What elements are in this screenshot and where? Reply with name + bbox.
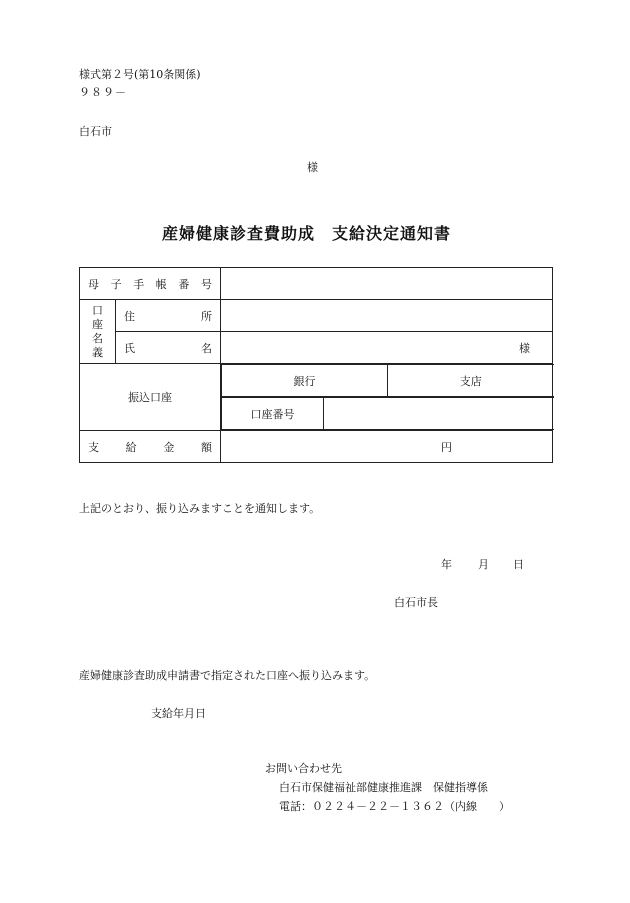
contact-phone: 電話：０２２４－２２－１３６２（内線 ） — [279, 800, 510, 813]
sender-city: 白石市 — [79, 125, 112, 138]
signer: 白石市長 — [394, 596, 438, 609]
address-value — [221, 300, 553, 332]
transfer-account-value — [221, 364, 553, 431]
contact-heading: お問い合わせ先 — [265, 762, 342, 775]
address-label: 住 所 — [116, 300, 221, 332]
branch-label: 支店 — [388, 365, 554, 397]
table-row — [80, 364, 553, 431]
postal-code: ９８９－ — [79, 86, 127, 99]
table-row — [80, 268, 553, 300]
bank-details — [221, 364, 554, 397]
table-row — [80, 300, 553, 332]
table-row — [80, 332, 553, 364]
date-day: 日 — [513, 558, 524, 571]
account-number-label: 口座番号 — [222, 398, 324, 430]
payment-date-label: 支給年月日 — [151, 707, 206, 720]
date-month: 月 — [478, 558, 489, 571]
account-number-value — [324, 398, 554, 430]
benefit-table — [79, 267, 553, 463]
contact-department: 白石市保健福祉部健康推進課 保健指導係 — [279, 781, 488, 794]
date-year: 年 — [441, 558, 452, 571]
boshi-techo-value — [221, 268, 553, 300]
table-row — [80, 431, 553, 463]
document-title: 産婦健康診査費助成 支給決定通知書 — [162, 224, 452, 243]
bank-label: 銀行 — [222, 365, 388, 397]
amount-label: 支 給 金 額 — [80, 431, 221, 463]
boshi-techo-label: 母 子 手 帳 番 号 — [80, 268, 221, 300]
addressee-suffix: 様 — [307, 161, 318, 174]
transfer-account-label: 振込口座 — [80, 364, 221, 431]
transfer-note: 産婦健康診査助成申請書で指定された口座へ振り込みます。 — [79, 669, 376, 682]
form-number: 様式第２号(第10条関係) — [79, 68, 201, 81]
name-value: 様 — [221, 332, 553, 364]
name-label: 氏 名 — [116, 332, 221, 364]
account-number-row — [221, 397, 554, 430]
account-holder-label: 口 座 名 義 — [80, 300, 116, 364]
notice-text: 上記のとおり、振り込みますことを通知します。 — [79, 502, 321, 515]
amount-value: 円 — [221, 431, 553, 463]
